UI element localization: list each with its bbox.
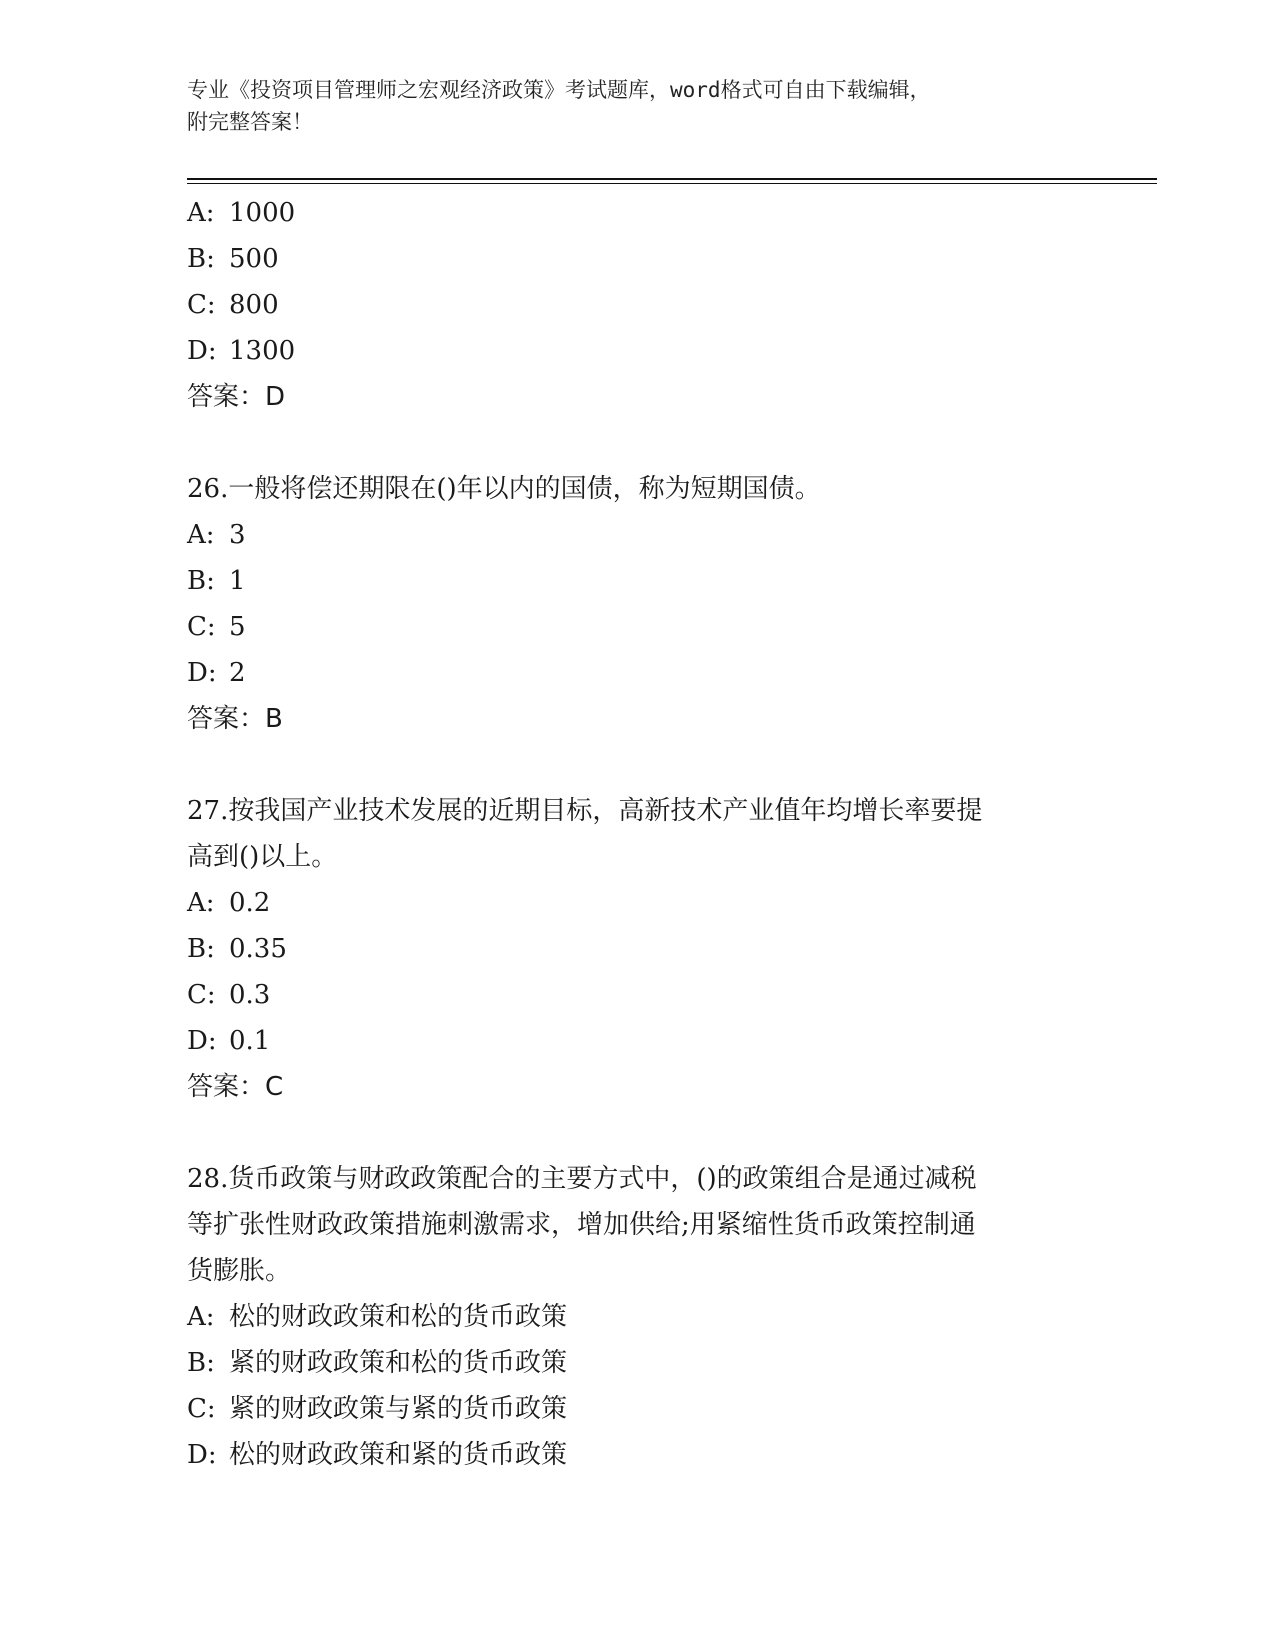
option-b: B: 0.35 — [187, 934, 287, 964]
question-27 — [187, 788, 1097, 1110]
option-c: C: 0.3 — [187, 980, 271, 1010]
header-line-2: 附完整答案！ — [187, 110, 313, 134]
option-b: B: 1 — [187, 566, 246, 596]
document-header — [187, 74, 1087, 138]
option-c: C: 5 — [187, 612, 246, 642]
option-d: D: 松的财政政策和紧的货币政策 — [187, 1440, 568, 1470]
question-25 — [187, 190, 1097, 420]
spacer — [187, 1110, 1097, 1156]
answer-line: 答案：B — [187, 704, 283, 734]
spacer — [187, 742, 1097, 788]
option-a: A: 0.2 — [187, 888, 271, 918]
question-stem: 28.货币政策与财政政策配合的主要方式中，()的政策组合是通过减税 等扩张性财政政策措施刺激需求，增加供给;用紧缩性货币政策控制通 货膨胀。 — [187, 1164, 977, 1286]
header-divider-thick — [187, 178, 1157, 180]
option-d: D: 2 — [187, 658, 246, 688]
question-26 — [187, 466, 1097, 742]
header-line-1: 专业《投资项目管理师之宏观经济政策》考试题库，word格式可自由下载编辑， — [187, 78, 931, 102]
option-c: C: 紧的财政政策与紧的货币政策 — [187, 1394, 568, 1424]
option-b: B: 500 — [187, 244, 279, 274]
question-stem: 26.一般将偿还期限在()年以内的国债，称为短期国债。 — [187, 474, 821, 504]
question-28 — [187, 1156, 1097, 1478]
question-list — [187, 190, 1097, 1478]
option-d: D: 0.1 — [187, 1026, 271, 1056]
spacer — [187, 420, 1097, 466]
question-stem: 27.按我国产业技术发展的近期目标，高新技术产业值年均增长率要提 高到()以上。 — [187, 796, 983, 872]
option-a: A: 松的财政政策和松的货币政策 — [187, 1302, 568, 1332]
answer-line: 答案：D — [187, 382, 286, 412]
option-c: C: 800 — [187, 290, 279, 320]
answer-line: 答案：C — [187, 1072, 284, 1102]
header-divider-thin — [187, 183, 1157, 184]
option-a: A: 3 — [187, 520, 246, 550]
option-b: B: 紧的财政政策和松的货币政策 — [187, 1348, 568, 1378]
option-a: A: 1000 — [187, 198, 296, 228]
option-d: D: 1300 — [187, 336, 296, 366]
